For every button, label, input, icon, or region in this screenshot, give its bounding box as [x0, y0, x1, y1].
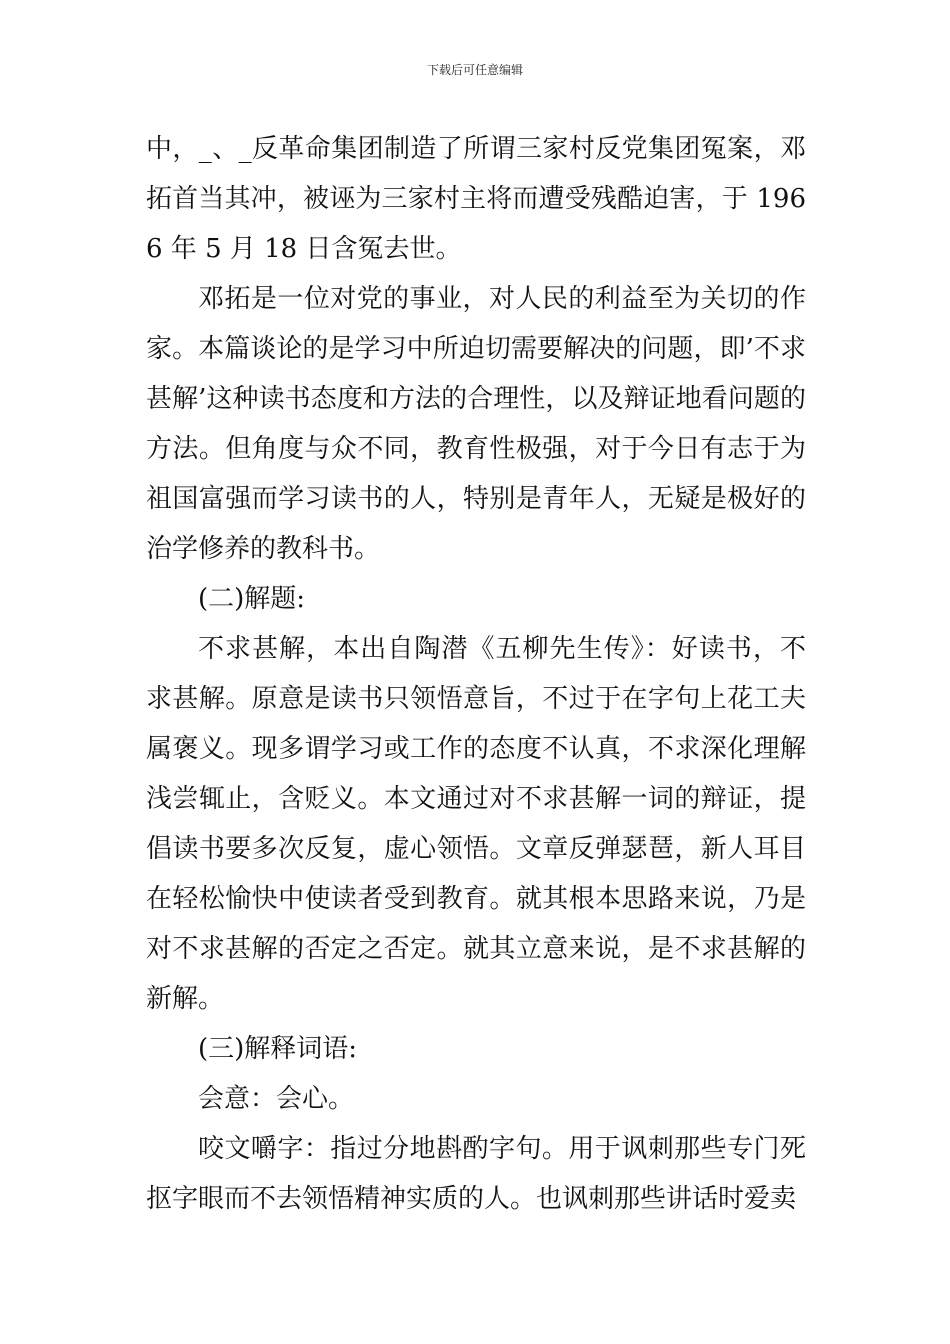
- paragraph-author-intro: 邓拓是一位对党的事业，对人民的利益至为关切的作家。本篇谈论的是学习中所迫切需要解决的问题，即’不求甚解’这种读书态度和方法的合理性，以及辩证地看问题的方法。但角度与众不同，教育性极强，对于今日有志于为祖国富强而学习读书的人，特别是青年人，无疑是极好的治学修养的教科书。: [146, 284, 806, 564]
- section-heading-word-explanation: (三)解释词语:: [198, 1034, 358, 1064]
- paragraph-word-huiyi: 会意：会心。: [198, 1084, 355, 1114]
- document-body: [146, 124, 806, 1224]
- section-heading-title-explanation: (二)解题:: [198, 584, 306, 614]
- paragraph-title-explanation: 不求甚解，本出自陶潜《五柳先生传》：好读书，不求甚解。原意是读书只领悟意旨，不过于在字句上花工夫属褒义。现多谓学习或工作的态度不认真，不求深化理解浅尝辄止，含贬义。本文通过对不求甚解一词的辩证，提倡读书要多次反复，虚心领悟。文章反弹瑟琶，新人耳目在轻松愉快中使读者受到教育。就其根本思路来说，乃是对不求甚解的否定之否定。就其立意来说，是不求甚解的新解。: [146, 634, 806, 1014]
- paragraph-word-yaowenjiaozi: 咬文嚼字：指过分地斟酌字句。用于讽刺那些专门死抠字眼而不去领悟精神实质的人。也讽刺那些讲话时爱卖: [146, 1134, 806, 1214]
- page-header: 下载后可任意编辑: [426, 63, 523, 77]
- paragraph-context: 中，_、_反革命集团制造了所谓三家村反党集团冤案，邓拓首当其冲，被诬为三家村主将而遭受残酷迫害，于 1966 年 5 月 18 日含冤去世。: [146, 134, 806, 264]
